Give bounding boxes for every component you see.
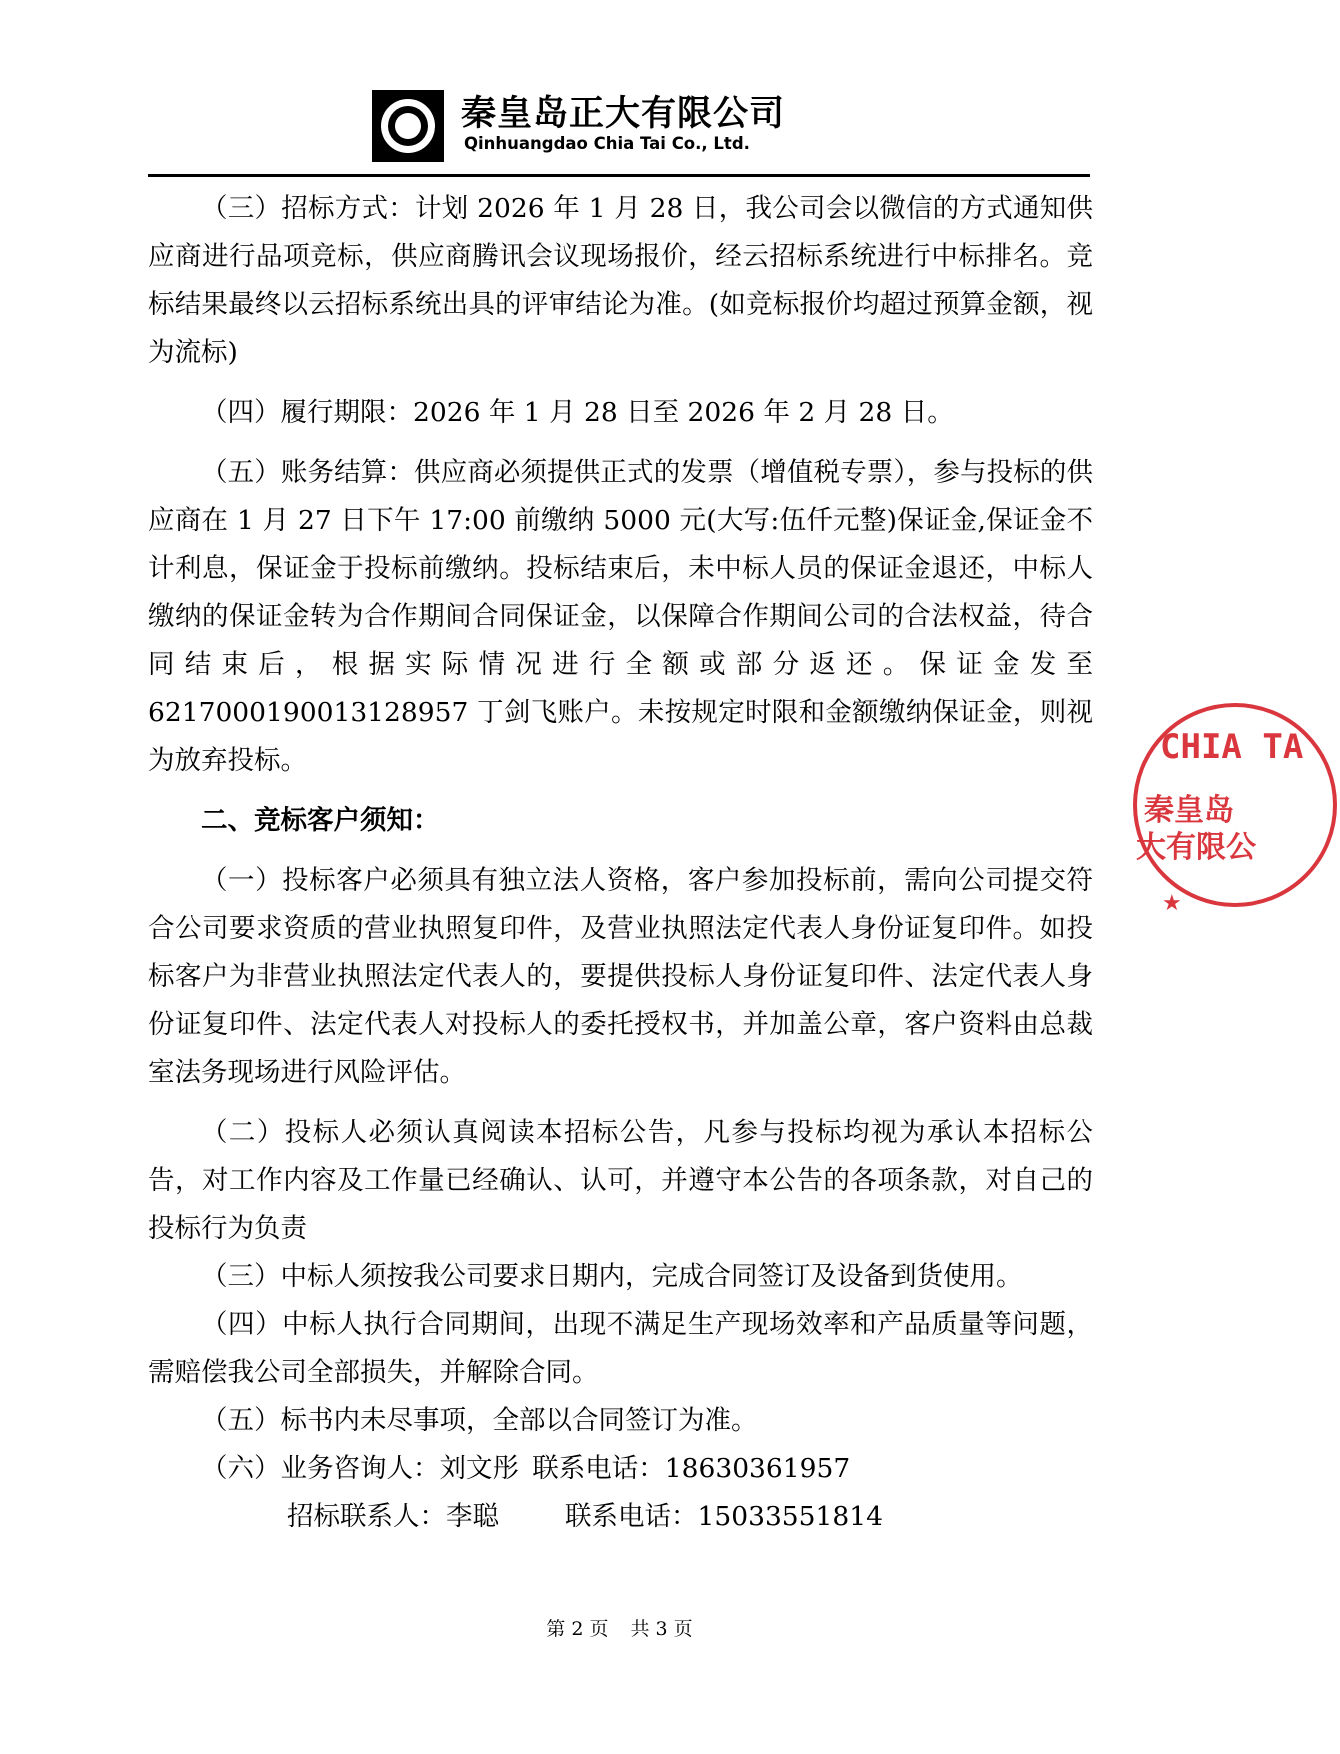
company-name-en: Qinhuangdao Chia Tai Co., Ltd. <box>464 134 750 153</box>
company-logo-icon <box>372 90 444 162</box>
page-number: 第 2 页 <box>546 1618 609 1640</box>
business-contact-name: （六）业务咨询人：刘文彤 <box>201 1453 519 1484</box>
tender-contact-phone: 联系电话：15033551814 <box>565 1501 883 1532</box>
header-divider <box>148 174 1090 177</box>
letterhead <box>148 80 1090 175</box>
seal-text-en: CHIA TA <box>1160 727 1304 767</box>
seal-text-cn-1: 秦皇岛 <box>1144 793 1234 828</box>
page-total: 共 3 页 <box>630 1618 693 1640</box>
company-name-cn: 秦皇岛正大有限公司 <box>461 94 786 134</box>
tender-contact-name: 招标联系人：李聪 <box>287 1501 499 1532</box>
company-seal-stamp-icon <box>1130 690 1340 920</box>
seal-text-cn-2: 大有限公 <box>1136 830 1256 865</box>
paragraph-settlement: （五）账务结算：供应商必须提供正式的发票（增值税专票），参与投标的供应商在 1 月 27 日下午 17:00 前缴纳 5000 元(大写:伍仟元整)保证金,保证金不计利息，保证金于投标前缴纳。投标结束后，未中标人员的保证金退还，中标人缴纳的保证金转为合作期间合同保证金，以保障合作期间公司的合法权益，待合同结束后，根据实际情况进行全额或部分返还。保证金发至 6217000190013128957 丁剑飞账户。未按规定时限和金额缴纳保证金，则视为放弃投标。 <box>148 457 1093 776</box>
paragraph-contract-breach: （四）中标人执行合同期间，出现不满足生产现场效率和产品质量等问题，需赔偿我公司全部损失，并解除合同。 <box>148 1309 1093 1388</box>
paragraph-contract-signing: （三）中标人须按我公司要求日期内，完成合同签订及设备到货使用。 <box>201 1261 1023 1292</box>
paragraph-tender-method: （三）招标方式：计划 2026 年 1 月 28 日，我公司会以微信的方式通知供应商进行品项竞标，供应商腾讯会议现场报价，经云招标系统进行中标排名。竞标结果最终以云招标系统出具的评审结论为准。(如竞标报价均超过预算金额，视为流标) <box>148 193 1093 368</box>
page-footer <box>0 1614 1239 1641</box>
paragraph-bidder-qualification: （一）投标客户必须具有独立法人资格，客户参加投标前，需向公司提交符合公司要求资质的营业执照复印件，及营业执照法定代表人身份证复印件。如投标客户为非营业执照法定代表人的，要提供投标人身份证复印件、法定代表人身份证复印件、法定代表人对投标人的委托授权书，并加盖公章，客户资料由总裁室法务现场进行风险评估。 <box>148 865 1093 1088</box>
paragraph-bidder-reading: （二）投标人必须认真阅读本招标公告，凡参与投标均视为承认本招标公告，对工作内容及工作量已经确认、认可，并遵守本公告的各项条款，对自己的投标行为负责 <box>148 1117 1093 1244</box>
section-heading-bidder-notice: 二、竞标客户须知： <box>201 805 440 836</box>
paragraph-other-matters: （五）标书内未尽事项，全部以合同签订为准。 <box>201 1405 758 1436</box>
business-contact-phone: 联系电话：18630361957 <box>532 1453 851 1484</box>
contact-tender <box>148 1493 1093 1541</box>
contact-business <box>148 1445 1093 1493</box>
paragraph-performance-period: （四）履行期限：2026 年 1 月 28 日至 2026 年 2 月 28 日。 <box>201 397 954 428</box>
document-body <box>148 185 1093 1541</box>
seal-star-icon: ★ <box>1162 891 1182 916</box>
